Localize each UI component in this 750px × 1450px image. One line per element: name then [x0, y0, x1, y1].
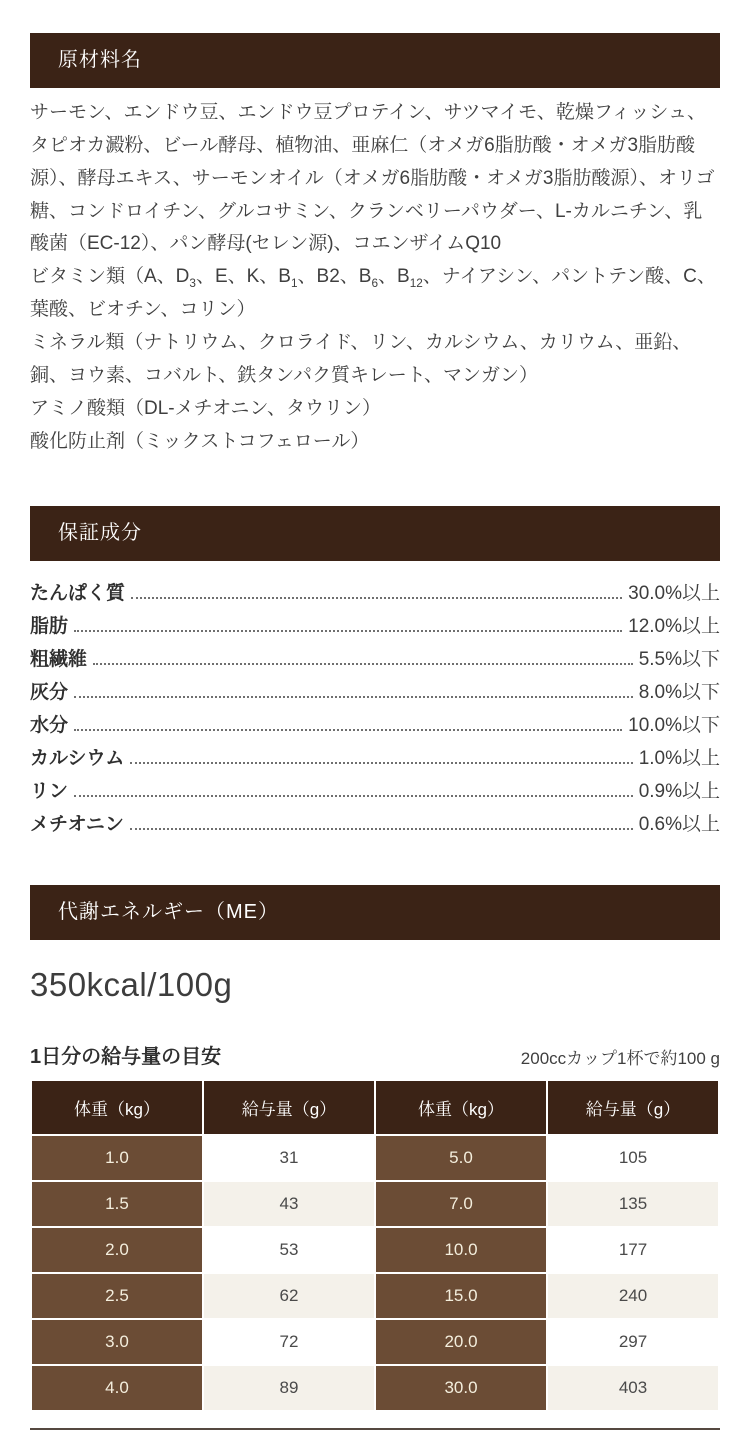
table-row — [32, 1182, 718, 1226]
weight-cell: 1.0 — [32, 1136, 202, 1180]
weight-cell: 2.5 — [32, 1274, 202, 1318]
nutrient-value: 30.0%以上 — [628, 583, 720, 605]
nutrient-value: 12.0%以上 — [628, 616, 720, 638]
guaranteed-section-header — [30, 506, 720, 561]
bottom-divider — [30, 1428, 720, 1430]
nutrient-value: 1.0%以上 — [638, 748, 720, 770]
amount-cell: 31 — [204, 1136, 374, 1180]
amount-cell: 135 — [548, 1182, 718, 1226]
guaranteed-row — [30, 608, 720, 641]
nutrient-label: 脂肪 — [30, 616, 69, 638]
amount-cell: 72 — [204, 1320, 374, 1364]
dotted-leader — [74, 782, 633, 797]
amount-cell: 177 — [548, 1228, 718, 1272]
amount-cell: 62 — [204, 1274, 374, 1318]
weight-cell: 3.0 — [32, 1320, 202, 1364]
amount-cell: 297 — [548, 1320, 718, 1364]
weight-cell: 1.5 — [32, 1182, 202, 1226]
feeding-amount-table — [30, 1079, 720, 1412]
vitamin-subscript: 6 — [371, 277, 378, 291]
guaranteed-analysis-list — [30, 575, 720, 839]
weight-cell: 10.0 — [376, 1228, 546, 1272]
dotted-leader — [93, 650, 633, 665]
guaranteed-row — [30, 707, 720, 740]
cup-measure-note: 200ccカップ1杯で約100 g — [520, 1049, 720, 1069]
weight-cell: 7.0 — [376, 1182, 546, 1226]
vitamins-text-part: 、B2、B — [297, 266, 372, 288]
dotted-leader — [130, 815, 633, 830]
col-header-amount-1: 給与量（g） — [204, 1081, 374, 1134]
nutrient-value: 10.0%以下 — [628, 715, 720, 737]
nutrient-label: メチオニン — [30, 814, 124, 836]
dotted-leader — [131, 584, 622, 599]
feeding-guide-title: 1日分の給与量の目安 — [30, 1046, 222, 1069]
ingredients-vitamins-line — [30, 261, 720, 327]
vitamins-text-part: 、E、K、B — [195, 266, 291, 288]
guaranteed-row — [30, 575, 720, 608]
feeding-guide-header — [30, 1040, 720, 1069]
nutrient-label: カルシウム — [30, 748, 125, 770]
nutrient-value: 5.5%以下 — [638, 649, 720, 671]
dotted-leader — [74, 683, 633, 698]
amount-cell: 403 — [548, 1366, 718, 1410]
amount-cell: 53 — [204, 1228, 374, 1272]
vitamin-subscript: 1 — [290, 277, 298, 291]
guaranteed-row — [30, 674, 720, 707]
amount-cell: 240 — [548, 1274, 718, 1318]
nutrient-label: リン — [30, 781, 69, 803]
vitamins-text-part: 、ナイアシン、パントテン酸、C、葉酸、ビオチン、コリン） — [30, 266, 716, 321]
nutrient-label: たんぱく質 — [30, 583, 126, 605]
guaranteed-row — [30, 773, 720, 806]
table-row — [32, 1136, 718, 1180]
nutrient-label: 粗繊維 — [30, 649, 88, 671]
table-header-row — [32, 1081, 718, 1134]
guaranteed-row — [30, 740, 720, 773]
nutrient-value: 8.0%以下 — [638, 682, 720, 704]
guaranteed-row — [30, 641, 720, 674]
vitamin-subscript: 3 — [189, 277, 196, 291]
ingredients-section-title: 原材料名 — [58, 49, 142, 71]
nutrient-value: 0.6%以上 — [638, 814, 720, 836]
dotted-leader — [130, 749, 632, 764]
guaranteed-section-title: 保証成分 — [58, 522, 142, 545]
ingredients-text-block — [30, 97, 720, 458]
weight-cell: 15.0 — [376, 1274, 546, 1318]
ingredients-section-header — [30, 33, 720, 88]
metabolizable-energy-value: 350kcal/100g — [30, 966, 233, 1004]
table-row — [32, 1320, 718, 1364]
col-header-amount-2: 給与量（g） — [548, 1081, 718, 1134]
dotted-leader — [74, 716, 622, 731]
amount-cell: 43 — [204, 1182, 374, 1226]
dotted-leader — [74, 617, 622, 632]
vitamins-text-part: 、B — [378, 266, 410, 288]
table-row — [32, 1228, 718, 1272]
energy-section-title: 代謝エネルギー（ME） — [58, 901, 279, 924]
table-row — [32, 1366, 718, 1410]
amount-cell: 89 — [204, 1366, 374, 1410]
guaranteed-row — [30, 806, 720, 839]
vitamin-subscript: 12 — [409, 277, 423, 291]
vitamins-text-part: ビタミン類（A、D — [30, 266, 190, 288]
weight-cell: 2.0 — [32, 1228, 202, 1272]
table-row — [32, 1274, 718, 1318]
ingredients-minerals-line: ミネラル類（ナトリウム、クロライド、リン、カルシウム、カリウム、亜鉛、銅、ヨウ素、コバルト、鉄タンパク質キレート、マンガン） — [30, 332, 692, 386]
ingredients-main-text: サーモン、エンドウ豆、エンドウ豆プロテイン、サツマイモ、乾燥フィッシュ、タピオカ澱粉、ビール酵母、植物油、亜麻仁（オメガ6脂肪酸・オメガ3脂肪酸源）、酵母エキス、サーモンオイル（オメガ6脂肪酸・オメガ3脂肪酸源）、オリゴ糖、コンドロイチン、グルコサミン、クランベリーパウダー、L-カルニチン、乳酸菌（EC-12）、パン酵母(セレン源)、コエンザイムQ10 — [30, 102, 715, 255]
amount-cell: 105 — [548, 1136, 718, 1180]
weight-cell: 30.0 — [376, 1366, 546, 1410]
ingredients-amino-line: アミノ酸類（DL-メチオニン、タウリン） — [30, 397, 381, 419]
weight-cell: 5.0 — [376, 1136, 546, 1180]
col-header-weight-1: 体重（kg） — [32, 1081, 202, 1134]
energy-section-header — [30, 885, 720, 940]
ingredients-antioxidant-line: 酸化防止剤（ミックストコフェロール） — [30, 430, 370, 452]
weight-cell: 4.0 — [32, 1366, 202, 1410]
col-header-weight-2: 体重（kg） — [376, 1081, 546, 1134]
weight-cell: 20.0 — [376, 1320, 546, 1364]
nutrient-label: 水分 — [30, 715, 69, 737]
nutrient-label: 灰分 — [30, 682, 69, 704]
nutrient-value: 0.9%以上 — [638, 781, 720, 803]
